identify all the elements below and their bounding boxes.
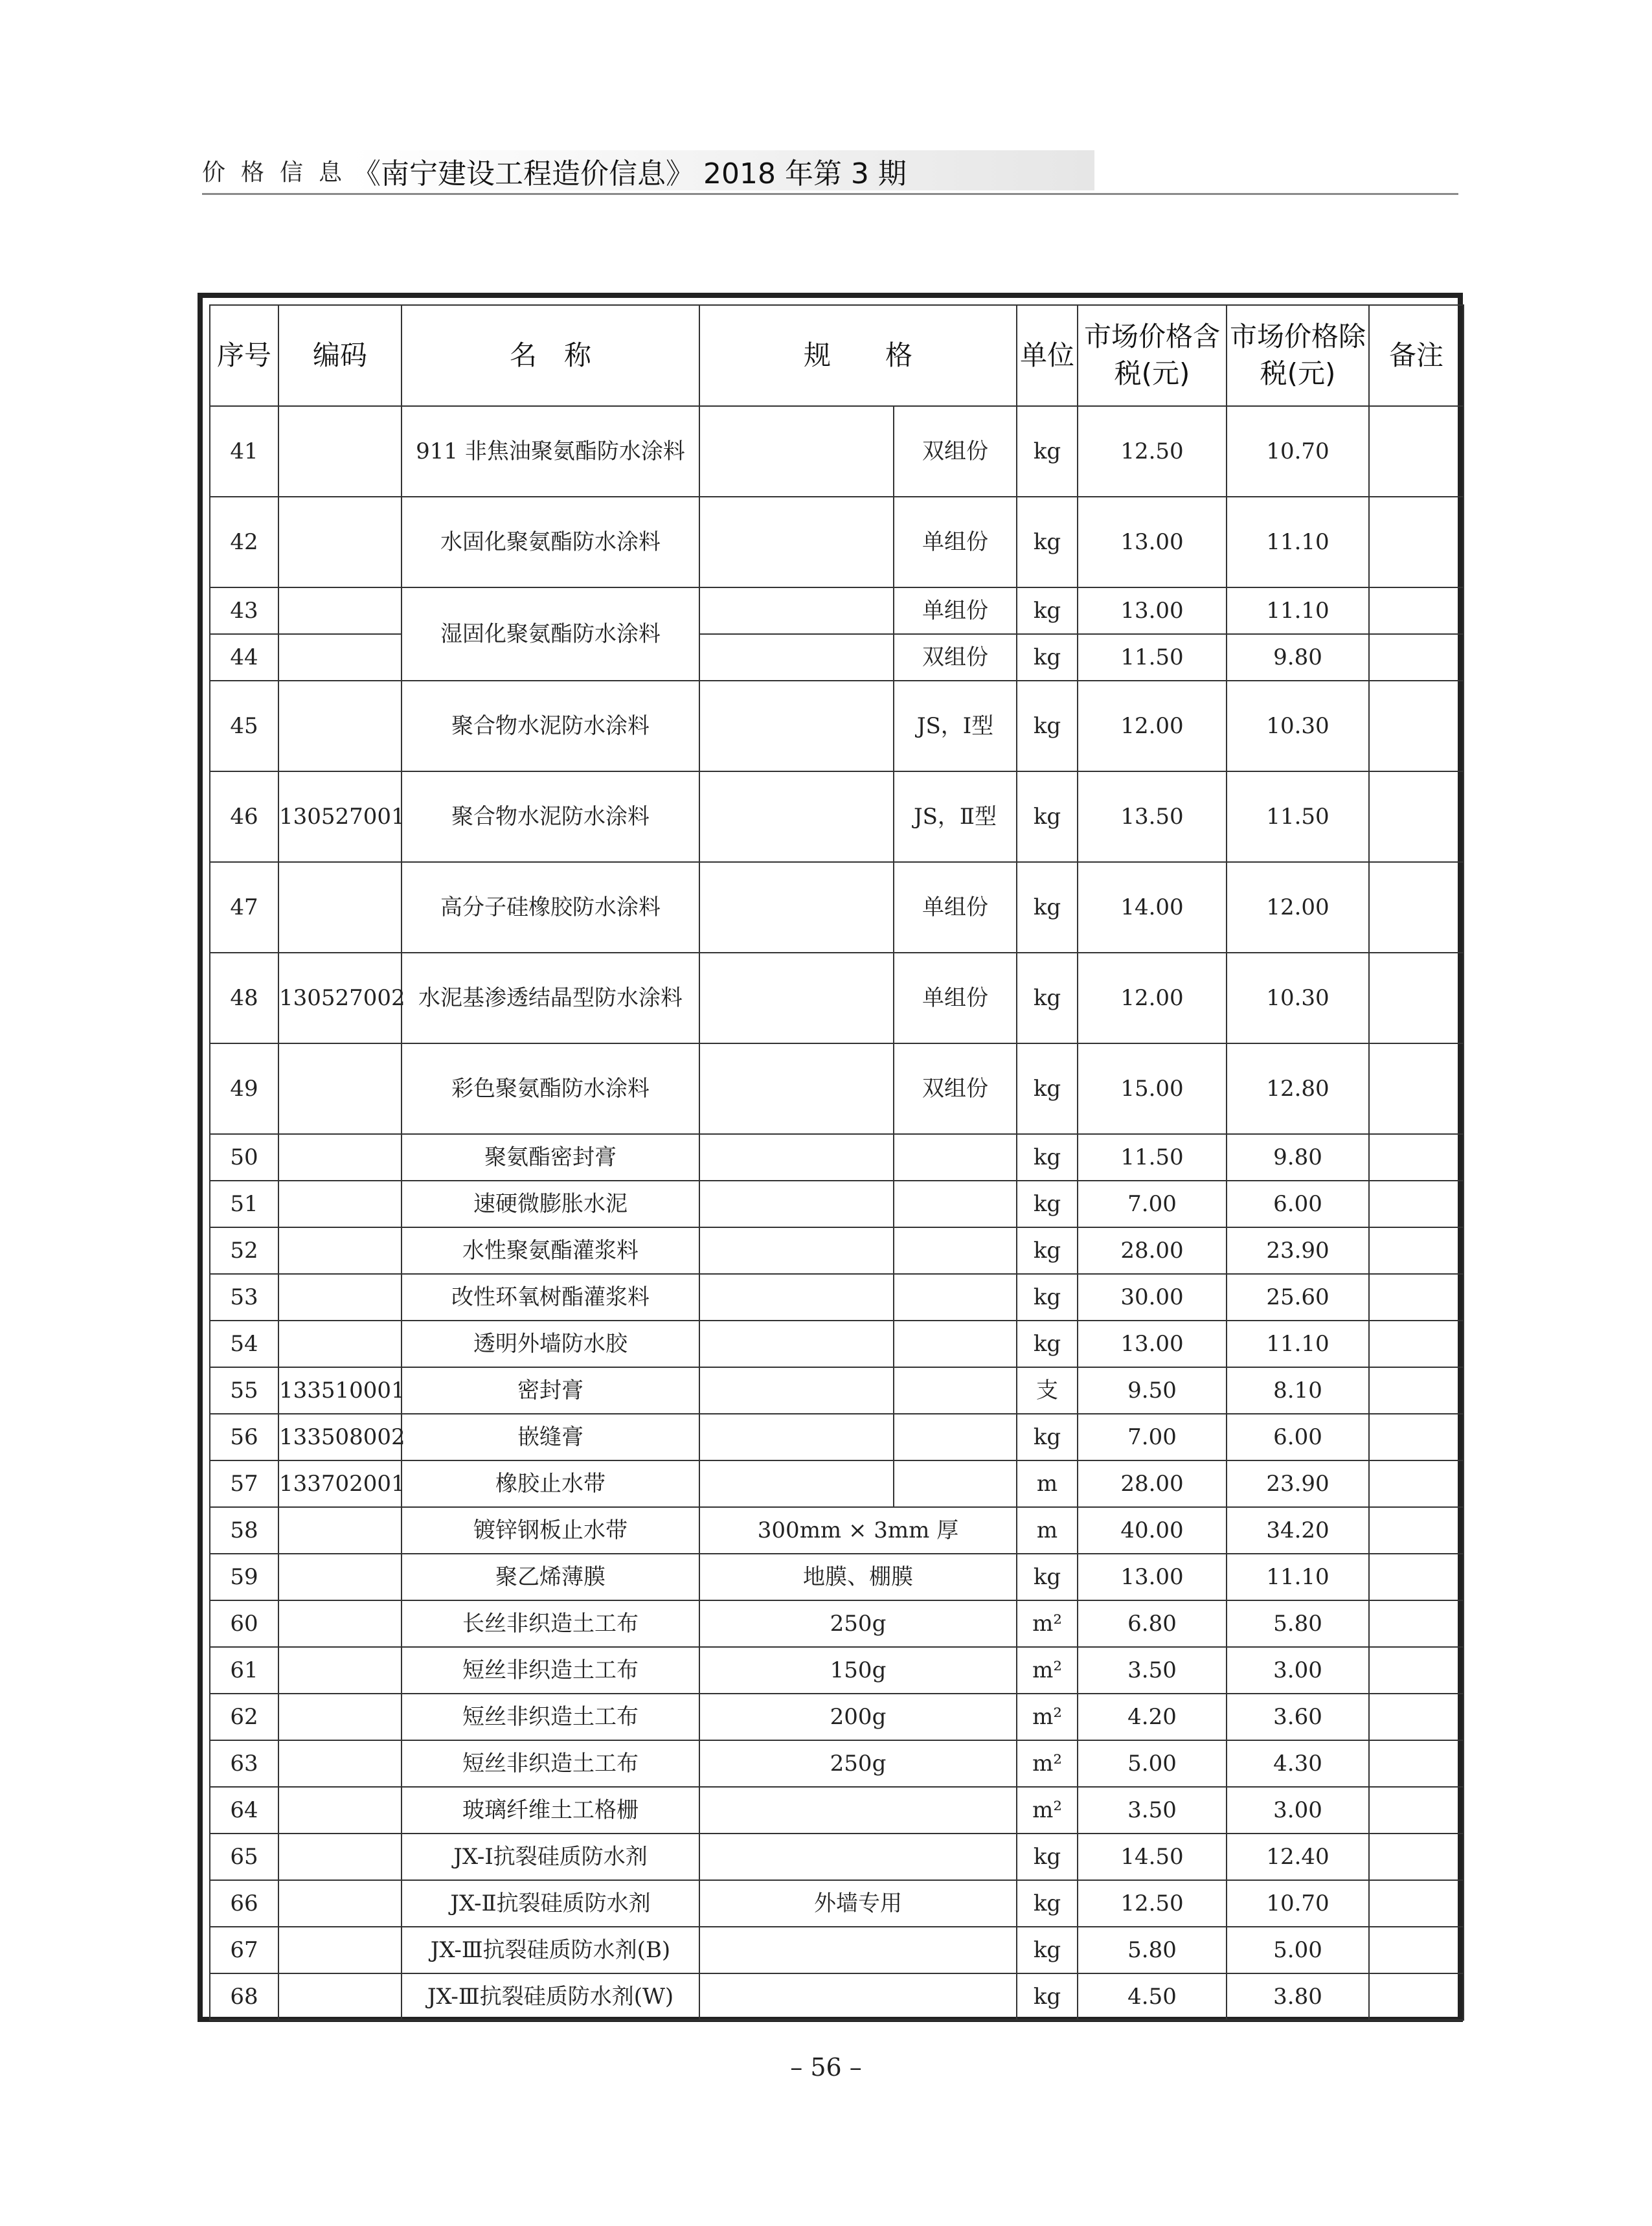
cell-name: 聚乙烯薄膜 [402, 1554, 699, 1600]
cell-code: 130527001 [278, 771, 402, 862]
cell-unit: kg [1017, 681, 1078, 771]
cell-price-tax: 5.80 [1078, 1927, 1227, 1973]
cell-unit: kg [1017, 1227, 1078, 1274]
cell-no: 46 [210, 771, 278, 862]
cell-name: 聚合物水泥防水涂料 [402, 771, 699, 862]
cell-name: 玻璃纤维土工格栅 [402, 1787, 699, 1834]
cell-remark [1369, 497, 1464, 587]
cell-no: 53 [210, 1274, 278, 1321]
cell-price-notax: 11.10 [1227, 587, 1369, 634]
cell-price-notax: 5.00 [1227, 1927, 1369, 1973]
cell-unit: kg [1017, 587, 1078, 634]
cell-remark [1369, 1414, 1464, 1460]
cell-spec [699, 1460, 894, 1507]
cell-unit: kg [1017, 1554, 1078, 1600]
cell-price-tax: 12.50 [1078, 1880, 1227, 1927]
cell-unit: kg [1017, 862, 1078, 953]
cell-type: 单组份 [894, 497, 1017, 587]
cell-code [278, 1227, 402, 1274]
cell-name: 短丝非织造土工布 [402, 1647, 699, 1694]
cell-spec [699, 587, 894, 634]
cell-price-tax: 4.50 [1078, 1973, 1227, 2020]
cell-spec: 外墙专用 [699, 1880, 1017, 1927]
cell-price-notax: 10.70 [1227, 1880, 1369, 1927]
cell-name: 长丝非织造土工布 [402, 1600, 699, 1647]
cell-remark [1369, 1367, 1464, 1414]
table-row [210, 1460, 1464, 1507]
cell-code [278, 1647, 402, 1694]
cell-unit: m² [1017, 1740, 1078, 1787]
cell-type [894, 1181, 1017, 1227]
cell-spec [699, 1927, 1017, 1973]
cell-unit: kg [1017, 1181, 1078, 1227]
cell-code [278, 587, 402, 634]
cell-spec: 250g [699, 1600, 1017, 1647]
cell-price-notax: 10.70 [1227, 406, 1369, 497]
cell-unit: kg [1017, 1414, 1078, 1460]
cell-name: 嵌缝膏 [402, 1414, 699, 1460]
cell-remark [1369, 1274, 1464, 1321]
cell-remark [1369, 1647, 1464, 1694]
cell-remark [1369, 1694, 1464, 1740]
cell-unit: kg [1017, 1927, 1078, 1973]
cell-code [278, 1554, 402, 1600]
cell-no: 54 [210, 1321, 278, 1367]
table-row [210, 587, 1464, 634]
cell-price-notax: 8.10 [1227, 1367, 1369, 1414]
cell-name: 水性聚氨酯灌浆料 [402, 1227, 699, 1274]
cell-price-notax: 3.80 [1227, 1973, 1369, 2020]
cell-spec [699, 681, 894, 771]
table-row [210, 953, 1464, 1043]
cell-spec [699, 1043, 894, 1134]
cell-code [278, 1694, 402, 1740]
cell-price-notax: 23.90 [1227, 1227, 1369, 1274]
cell-unit: m² [1017, 1647, 1078, 1694]
cell-no: 49 [210, 1043, 278, 1134]
table-row [210, 1043, 1464, 1134]
cell-name: JX-Ⅱ抗裂硅质防水剂 [402, 1880, 699, 1927]
cell-name: 镀锌钢板止水带 [402, 1507, 699, 1554]
cell-unit: kg [1017, 1973, 1078, 2020]
cell-price-tax: 12.00 [1078, 681, 1227, 771]
cell-price-tax: 13.00 [1078, 1321, 1227, 1367]
cell-spec: 250g [699, 1740, 1017, 1787]
cell-name: JX-Ⅲ抗裂硅质防水剂(W) [402, 1973, 699, 2020]
col-header-code: 编码 [278, 305, 402, 406]
cell-spec: 150g [699, 1647, 1017, 1694]
cell-remark [1369, 1321, 1464, 1367]
cell-no: 59 [210, 1554, 278, 1600]
cell-remark [1369, 1973, 1464, 2020]
cell-price-tax: 14.00 [1078, 862, 1227, 953]
cell-spec [699, 1227, 894, 1274]
table-row [210, 1554, 1464, 1600]
cell-unit: m² [1017, 1787, 1078, 1834]
cell-no: 50 [210, 1134, 278, 1181]
table-row [210, 1414, 1464, 1460]
cell-price-notax: 10.30 [1227, 681, 1369, 771]
cell-spec [699, 497, 894, 587]
cell-remark [1369, 1740, 1464, 1787]
table-row [210, 497, 1464, 587]
cell-no: 63 [210, 1740, 278, 1787]
cell-no: 60 [210, 1600, 278, 1647]
cell-type [894, 1274, 1017, 1321]
cell-spec [699, 953, 894, 1043]
cell-spec [699, 1414, 894, 1460]
cell-code [278, 862, 402, 953]
table-row [210, 1600, 1464, 1647]
cell-name: 透明外墙防水胶 [402, 1321, 699, 1367]
cell-price-notax: 11.50 [1227, 771, 1369, 862]
cell-spec [699, 1973, 1017, 2020]
cell-spec [699, 1367, 894, 1414]
cell-unit: kg [1017, 1321, 1078, 1367]
table-row [210, 1787, 1464, 1834]
cell-price-notax: 10.30 [1227, 953, 1369, 1043]
section-label: 价格信息 [202, 159, 358, 186]
cell-name: 高分子硅橡胶防水涂料 [402, 862, 699, 953]
table-row [210, 681, 1464, 771]
cell-price-tax: 3.50 [1078, 1787, 1227, 1834]
cell-remark [1369, 1600, 1464, 1647]
cell-price-tax: 13.00 [1078, 587, 1227, 634]
cell-unit: kg [1017, 1134, 1078, 1181]
cell-price-notax: 4.30 [1227, 1740, 1369, 1787]
cell-price-tax: 12.50 [1078, 406, 1227, 497]
cell-price-tax: 4.20 [1078, 1694, 1227, 1740]
cell-price-tax: 40.00 [1078, 1507, 1227, 1554]
table-row [210, 1367, 1464, 1414]
cell-unit: m² [1017, 1600, 1078, 1647]
cell-code [278, 1134, 402, 1181]
table-row [210, 406, 1464, 497]
cell-name: 聚氨酯密封膏 [402, 1134, 699, 1181]
cell-price-notax: 34.20 [1227, 1507, 1369, 1554]
cell-remark [1369, 1507, 1464, 1554]
cell-code [278, 1740, 402, 1787]
cell-remark [1369, 771, 1464, 862]
cell-unit: kg [1017, 953, 1078, 1043]
cell-remark [1369, 1554, 1464, 1600]
cell-no: 43 [210, 587, 278, 634]
cell-spec [699, 862, 894, 953]
col-header-no: 序号 [210, 305, 278, 406]
cell-type: 双组份 [894, 406, 1017, 497]
cell-unit: kg [1017, 1274, 1078, 1321]
cell-code: 133510001 [278, 1367, 402, 1414]
cell-type: 双组份 [894, 634, 1017, 681]
cell-spec [699, 1274, 894, 1321]
cell-no: 52 [210, 1227, 278, 1274]
cell-code [278, 1507, 402, 1554]
cell-code [278, 1274, 402, 1321]
cell-name: 短丝非织造土工布 [402, 1694, 699, 1740]
table-row [210, 1274, 1464, 1321]
cell-price-notax: 12.80 [1227, 1043, 1369, 1134]
cell-spec [699, 1181, 894, 1227]
cell-no: 64 [210, 1787, 278, 1834]
cell-price-tax: 13.00 [1078, 497, 1227, 587]
cell-unit: kg [1017, 771, 1078, 862]
cell-spec [699, 1834, 1017, 1880]
cell-unit: m [1017, 1507, 1078, 1554]
price-table [209, 304, 1464, 2021]
cell-remark [1369, 1880, 1464, 1927]
cell-type [894, 1460, 1017, 1507]
cell-price-tax: 28.00 [1078, 1227, 1227, 1274]
cell-price-tax: 15.00 [1078, 1043, 1227, 1134]
cell-price-tax: 6.80 [1078, 1600, 1227, 1647]
cell-name: 改性环氧树酯灌浆料 [402, 1274, 699, 1321]
cell-code: 133702001 [278, 1460, 402, 1507]
cell-name: 彩色聚氨酯防水涂料 [402, 1043, 699, 1134]
cell-unit: kg [1017, 1880, 1078, 1927]
cell-remark [1369, 634, 1464, 681]
table-header-row [210, 305, 1464, 406]
table-row [210, 1834, 1464, 1880]
cell-price-notax: 12.40 [1227, 1834, 1369, 1880]
cell-type: 单组份 [894, 587, 1017, 634]
cell-name: 水泥基渗透结晶型防水涂料 [402, 953, 699, 1043]
cell-type: 双组份 [894, 1043, 1017, 1134]
cell-unit: kg [1017, 1043, 1078, 1134]
cell-price-notax: 11.10 [1227, 1321, 1369, 1367]
cell-unit: 支 [1017, 1367, 1078, 1414]
cell-spec: 300mm × 3mm 厚 [699, 1507, 1017, 1554]
cell-code [278, 1880, 402, 1927]
cell-type: 单组份 [894, 862, 1017, 953]
cell-spec [699, 1134, 894, 1181]
cell-name: 聚合物水泥防水涂料 [402, 681, 699, 771]
table-row [210, 1181, 1464, 1227]
table-row [210, 1880, 1464, 1927]
cell-code [278, 1181, 402, 1227]
cell-code [278, 1043, 402, 1134]
cell-price-tax: 11.50 [1078, 634, 1227, 681]
cell-remark [1369, 1460, 1464, 1507]
cell-code [278, 1600, 402, 1647]
cell-spec [699, 771, 894, 862]
cell-price-notax: 3.00 [1227, 1647, 1369, 1694]
col-header-price-tax: 市场价格含税(元) [1078, 305, 1227, 406]
cell-unit: kg [1017, 1834, 1078, 1880]
cell-price-notax: 3.60 [1227, 1694, 1369, 1740]
cell-type: 单组份 [894, 953, 1017, 1043]
col-header-spec: 规 格 [699, 305, 1017, 406]
table-row [210, 1507, 1464, 1554]
cell-price-tax: 30.00 [1078, 1274, 1227, 1321]
cell-no: 42 [210, 497, 278, 587]
cell-unit: kg [1017, 406, 1078, 497]
cell-no: 41 [210, 406, 278, 497]
cell-unit: kg [1017, 634, 1078, 681]
cell-type [894, 1321, 1017, 1367]
cell-price-notax: 11.10 [1227, 497, 1369, 587]
cell-price-notax: 5.80 [1227, 1600, 1369, 1647]
cell-remark [1369, 587, 1464, 634]
cell-unit: kg [1017, 497, 1078, 587]
cell-name: 911 非焦油聚氨酯防水涂料 [402, 406, 699, 497]
header-rule [202, 193, 1458, 195]
cell-remark [1369, 1787, 1464, 1834]
cell-name: 速硬微膨胀水泥 [402, 1181, 699, 1227]
cell-code [278, 634, 402, 681]
cell-no: 62 [210, 1694, 278, 1740]
cell-spec [699, 634, 894, 681]
cell-price-notax: 11.10 [1227, 1554, 1369, 1600]
cell-no: 44 [210, 634, 278, 681]
cell-name: 短丝非织造土工布 [402, 1740, 699, 1787]
cell-price-tax: 9.50 [1078, 1367, 1227, 1414]
cell-no: 65 [210, 1834, 278, 1880]
cell-price-notax: 3.00 [1227, 1787, 1369, 1834]
cell-spec [699, 1321, 894, 1367]
cell-remark [1369, 953, 1464, 1043]
cell-unit: m [1017, 1460, 1078, 1507]
table-row [210, 1694, 1464, 1740]
cell-type [894, 1414, 1017, 1460]
cell-remark [1369, 1227, 1464, 1274]
cell-price-notax: 25.60 [1227, 1274, 1369, 1321]
table-row [210, 1321, 1464, 1367]
cell-name: 橡胶止水带 [402, 1460, 699, 1507]
cell-spec [699, 406, 894, 497]
cell-code: 130527002 [278, 953, 402, 1043]
page-number: – 56 – [790, 2053, 862, 2082]
cell-remark [1369, 406, 1464, 497]
cell-price-tax: 13.00 [1078, 1554, 1227, 1600]
cell-price-tax: 7.00 [1078, 1181, 1227, 1227]
cell-code [278, 1927, 402, 1973]
cell-price-tax: 3.50 [1078, 1647, 1227, 1694]
col-header-price-notax: 市场价格除税(元) [1227, 305, 1369, 406]
cell-remark [1369, 1181, 1464, 1227]
cell-price-notax: 9.80 [1227, 634, 1369, 681]
cell-code [278, 681, 402, 771]
table-row [210, 1973, 1464, 2020]
cell-no: 48 [210, 953, 278, 1043]
cell-price-tax: 5.00 [1078, 1740, 1227, 1787]
cell-name: JX-Ⅲ抗裂硅质防水剂(B) [402, 1927, 699, 1973]
col-header-unit: 单位 [1017, 305, 1078, 406]
cell-spec: 200g [699, 1694, 1017, 1740]
cell-remark [1369, 862, 1464, 953]
table-row [210, 1134, 1464, 1181]
cell-name: 水固化聚氨酯防水涂料 [402, 497, 699, 587]
cell-no: 55 [210, 1367, 278, 1414]
page-header [202, 150, 1458, 194]
cell-price-tax: 14.50 [1078, 1834, 1227, 1880]
cell-remark [1369, 1043, 1464, 1134]
cell-name: JX-Ⅰ抗裂硅质防水剂 [402, 1834, 699, 1880]
cell-price-tax: 12.00 [1078, 953, 1227, 1043]
cell-remark [1369, 1834, 1464, 1880]
cell-remark [1369, 1927, 1464, 1973]
cell-type [894, 1134, 1017, 1181]
cell-code [278, 1973, 402, 2020]
cell-remark [1369, 681, 1464, 771]
cell-code [278, 1321, 402, 1367]
cell-price-tax: 7.00 [1078, 1414, 1227, 1460]
price-table-frame [198, 293, 1463, 2022]
cell-type [894, 1367, 1017, 1414]
cell-remark [1369, 1134, 1464, 1181]
cell-no: 68 [210, 1973, 278, 2020]
cell-spec [699, 1787, 1017, 1834]
cell-type: JS，Ⅱ型 [894, 771, 1017, 862]
cell-no: 67 [210, 1927, 278, 1973]
cell-price-tax: 28.00 [1078, 1460, 1227, 1507]
cell-price-tax: 13.50 [1078, 771, 1227, 862]
cell-price-notax: 9.80 [1227, 1134, 1369, 1181]
cell-no: 58 [210, 1507, 278, 1554]
cell-price-notax: 12.00 [1227, 862, 1369, 953]
cell-spec: 地膜、棚膜 [699, 1554, 1017, 1600]
table-row [210, 1927, 1464, 1973]
cell-code [278, 1834, 402, 1880]
cell-price-notax: 6.00 [1227, 1414, 1369, 1460]
table-row [210, 862, 1464, 953]
cell-price-notax: 6.00 [1227, 1181, 1369, 1227]
col-header-name: 名 称 [402, 305, 699, 406]
cell-no: 45 [210, 681, 278, 771]
table-row [210, 634, 1464, 681]
cell-unit: m² [1017, 1694, 1078, 1740]
cell-no: 51 [210, 1181, 278, 1227]
table-row [210, 1740, 1464, 1787]
publication-title: 《南宁建设工程造价信息》 2018 年第 3 期 [352, 157, 907, 190]
cell-name: 密封膏 [402, 1367, 699, 1414]
cell-type [894, 1227, 1017, 1274]
table-row [210, 771, 1464, 862]
cell-no: 61 [210, 1647, 278, 1694]
cell-price-tax: 11.50 [1078, 1134, 1227, 1181]
cell-no: 56 [210, 1414, 278, 1460]
cell-no: 66 [210, 1880, 278, 1927]
table-row [210, 1227, 1464, 1274]
cell-name: 湿固化聚氨酯防水涂料 [402, 587, 699, 681]
cell-code [278, 1787, 402, 1834]
cell-no: 57 [210, 1460, 278, 1507]
cell-price-notax: 23.90 [1227, 1460, 1369, 1507]
table-row [210, 1647, 1464, 1694]
col-header-remark: 备注 [1369, 305, 1464, 406]
cell-code [278, 406, 402, 497]
cell-code: 133508002 [278, 1414, 402, 1460]
cell-type: JS，Ⅰ型 [894, 681, 1017, 771]
cell-code [278, 497, 402, 587]
cell-no: 47 [210, 862, 278, 953]
